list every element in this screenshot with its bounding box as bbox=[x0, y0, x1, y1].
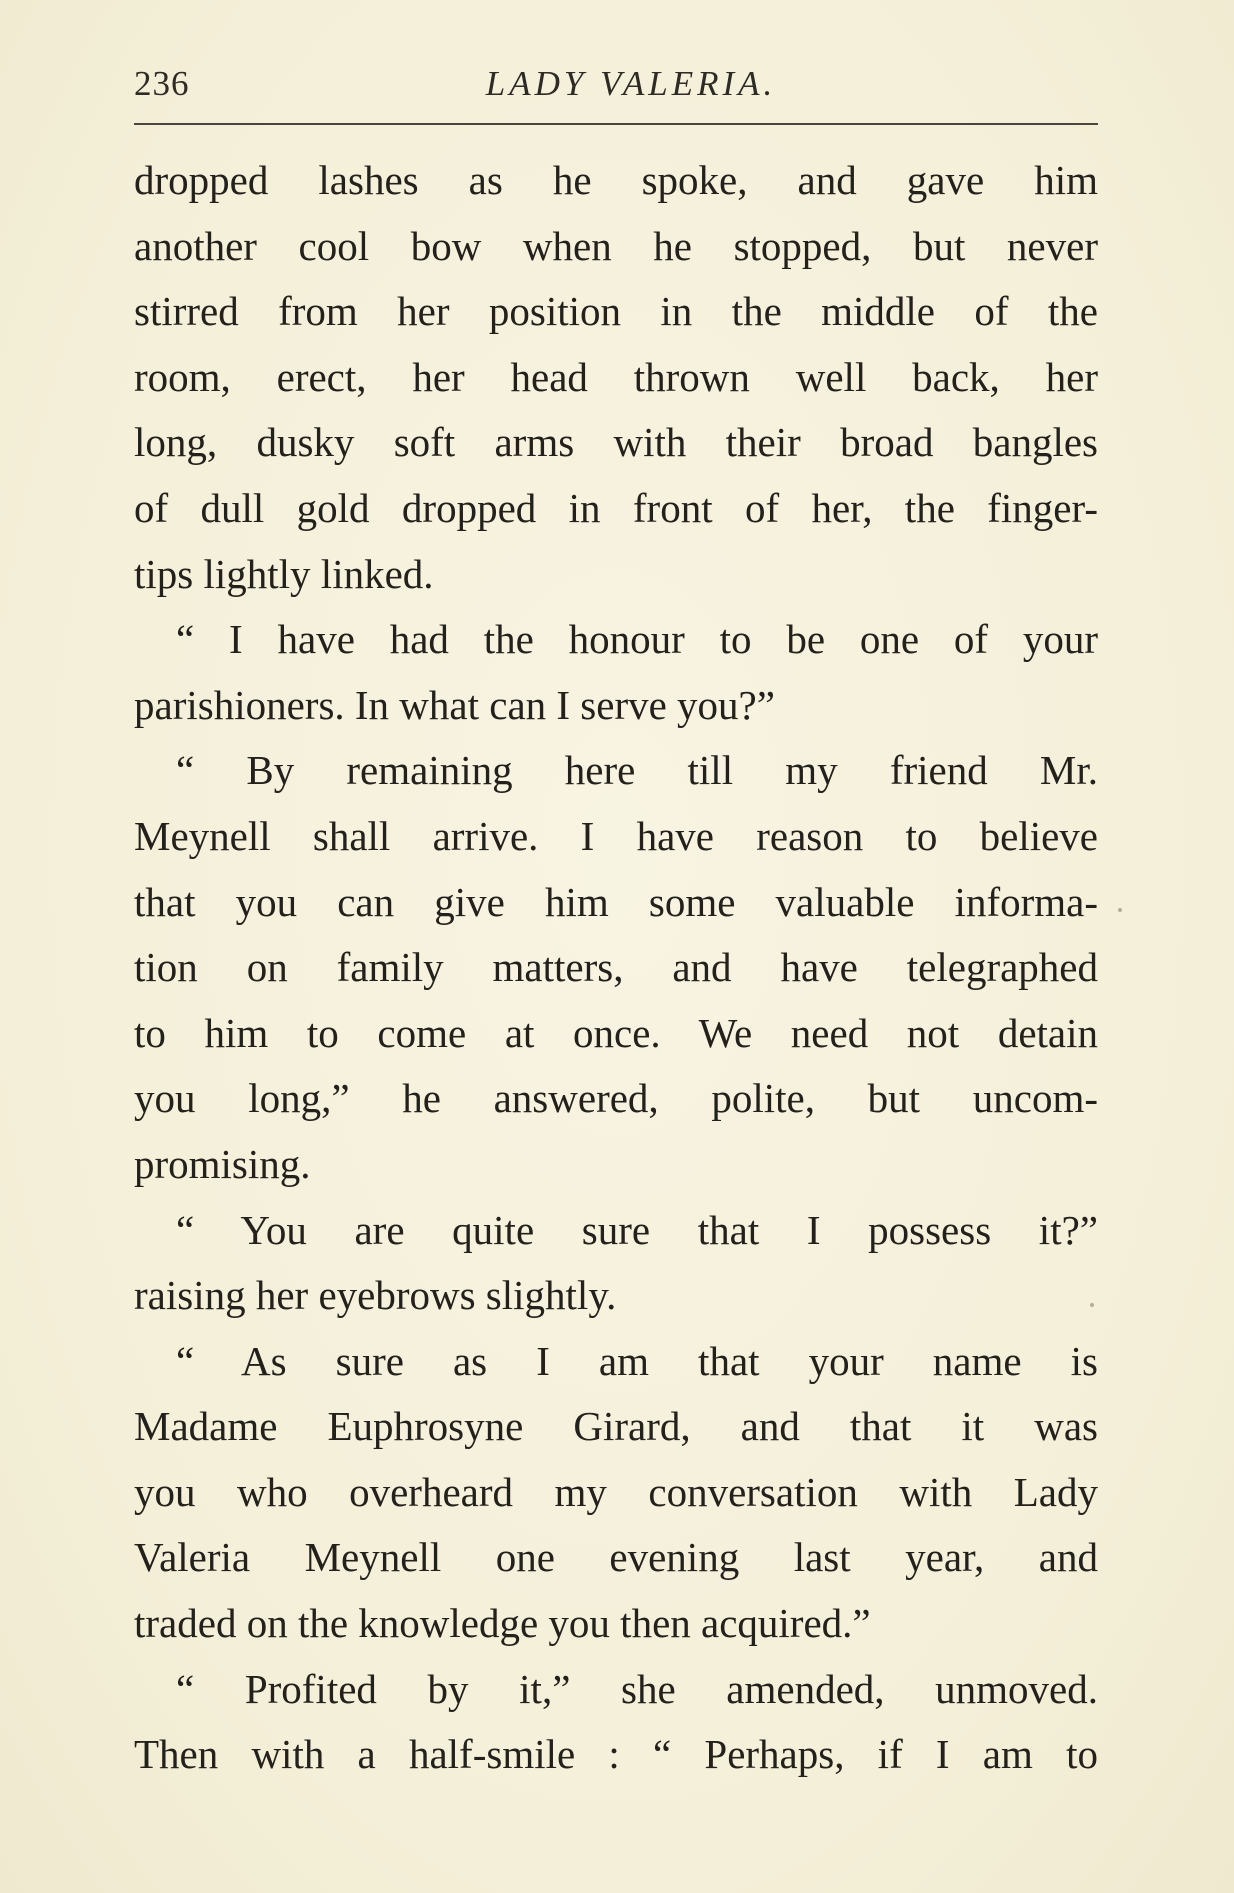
text-line: Meynell shall arrive. I have reason to believe bbox=[134, 812, 1098, 859]
text-line: stirred from her position in the middle of the bbox=[134, 288, 1098, 335]
page-number: 236 bbox=[134, 64, 190, 103]
text-line: room, erect, her head thrown well back, her bbox=[134, 353, 1098, 400]
paper-speck bbox=[1090, 1303, 1094, 1307]
text-line: of dull gold dropped in front of her, the finger- bbox=[134, 484, 1098, 531]
text-line: parishioners. In what can I serve you?” bbox=[134, 681, 775, 728]
text-line: Then with a half-smile : “ Perhaps, if I am to bbox=[134, 1731, 1098, 1778]
text-line: Valeria Meynell one evening last year, and bbox=[134, 1534, 1098, 1581]
text-line: raising her eyebrows slightly. bbox=[134, 1272, 617, 1319]
text-line: you long,” he answered, polite, but uncom- bbox=[134, 1075, 1098, 1122]
text-line: to him to come at once. We need not detain bbox=[134, 1009, 1098, 1056]
text-line: tips lightly linked. bbox=[134, 550, 434, 597]
text-line: that you can give him some valuable informa- bbox=[134, 878, 1098, 925]
text-line: “ You are quite sure that I possess it?” bbox=[176, 1206, 1098, 1253]
text-line: “ As sure as I am that your name is bbox=[176, 1337, 1098, 1384]
body-text bbox=[134, 148, 1098, 1788]
text-line: promising. bbox=[134, 1140, 311, 1187]
text-line: traded on the knowledge you then acquired.” bbox=[134, 1600, 871, 1647]
header-rule bbox=[134, 123, 1098, 125]
paper-speck bbox=[1118, 908, 1122, 912]
text-line: long, dusky soft arms with their broad bangles bbox=[134, 419, 1098, 466]
text-line: Madame Euphrosyne Girard, and that it was bbox=[134, 1403, 1098, 1450]
running-head: LADY VALERIA. bbox=[485, 64, 777, 103]
page-header bbox=[134, 64, 1098, 124]
text-line: tion on family matters, and have telegraphed bbox=[134, 944, 1098, 991]
text-line: “ Profited by it,” she amended, unmoved. bbox=[176, 1665, 1098, 1712]
text-line: you who overheard my conversation with Lady bbox=[134, 1468, 1098, 1515]
text-line: another cool bow when he stopped, but never bbox=[134, 222, 1098, 269]
text-line: dropped lashes as he spoke, and gave him bbox=[134, 157, 1098, 203]
text-line: “ By remaining here till my friend Mr. bbox=[176, 747, 1098, 794]
text-line: “ I have had the honour to be one of your bbox=[176, 616, 1098, 663]
